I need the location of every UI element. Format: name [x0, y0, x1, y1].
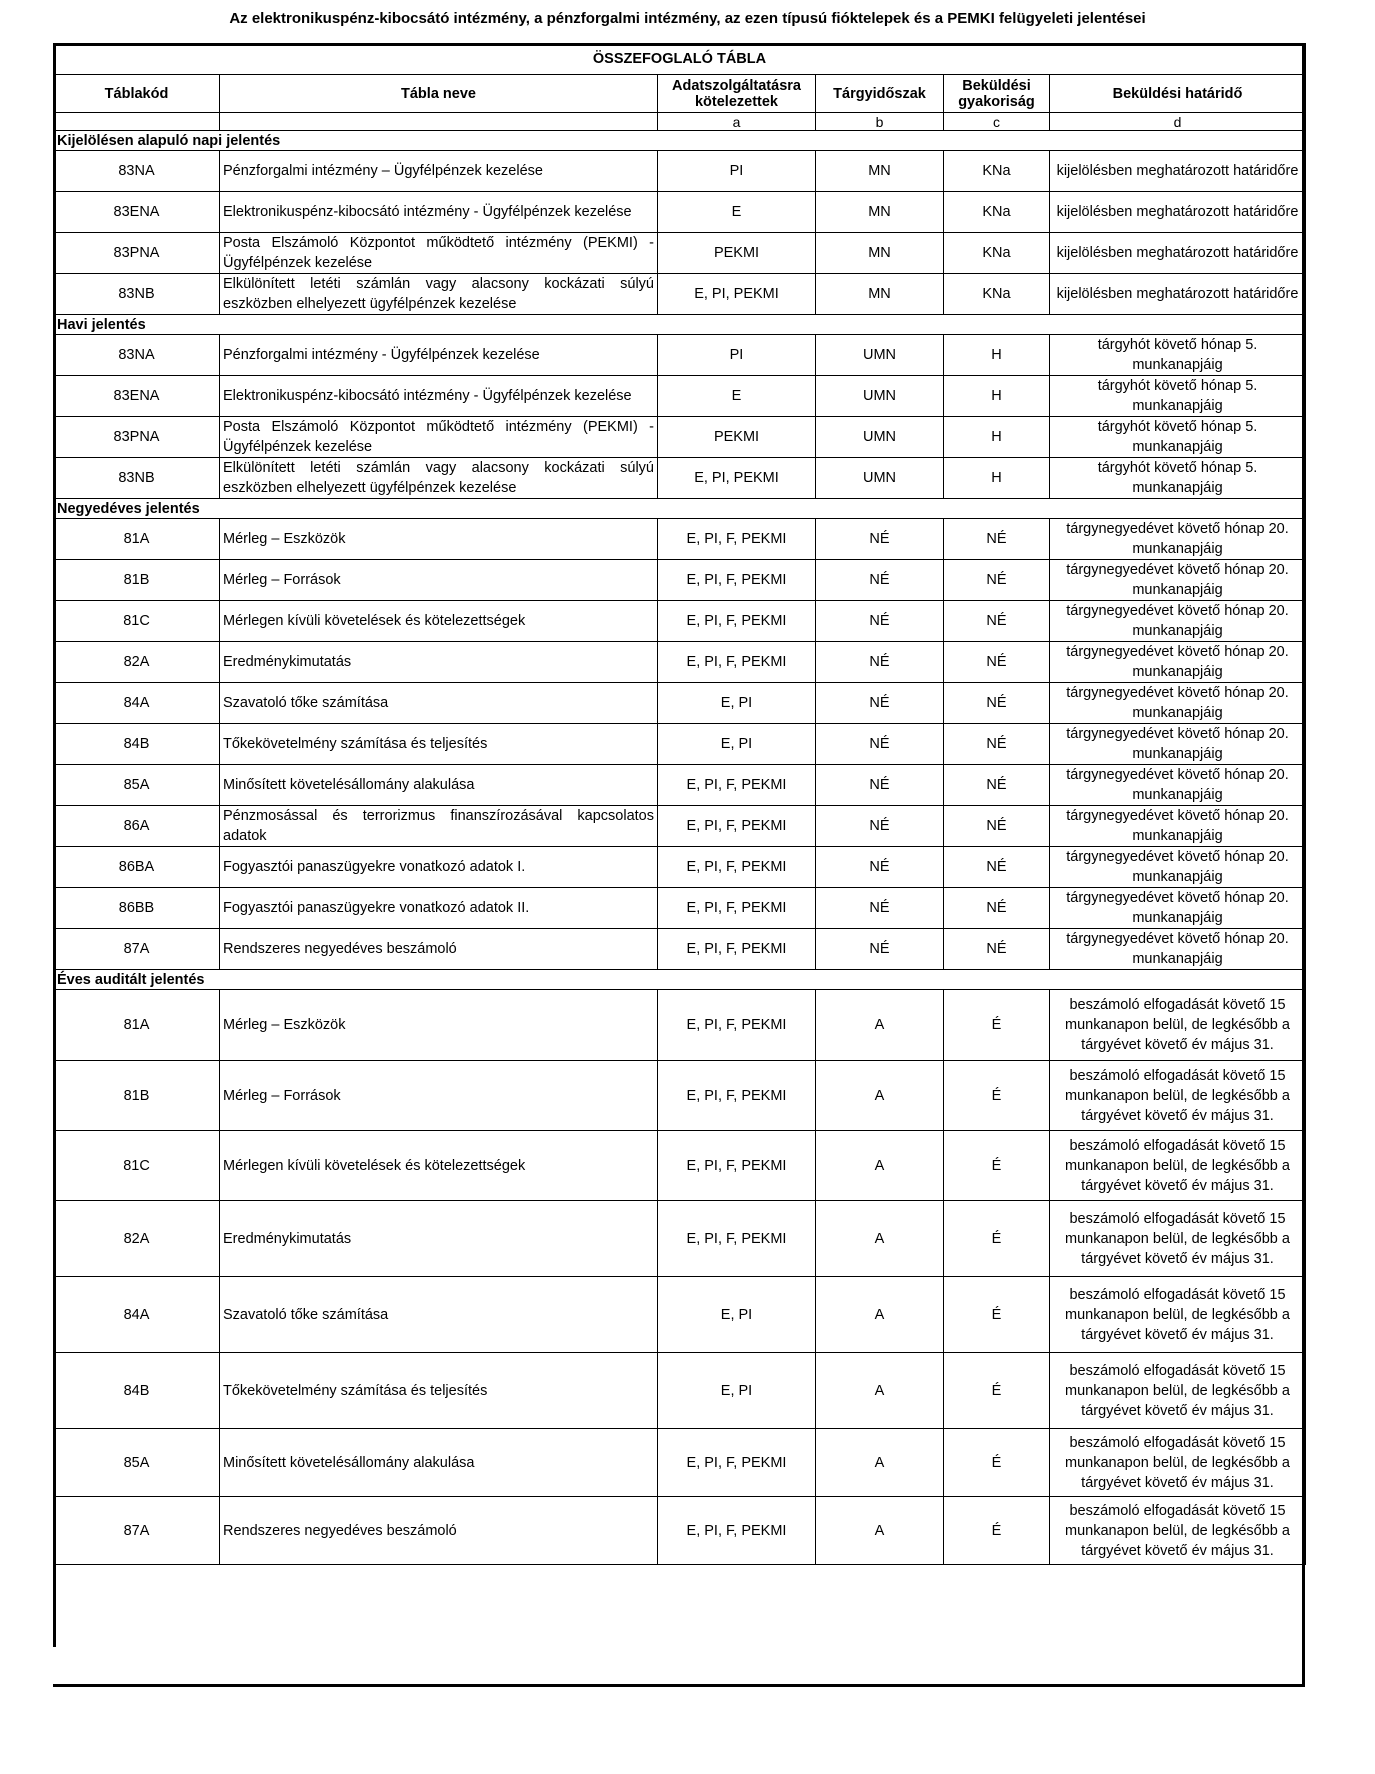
- cell-obligated: E, PI, F, PEKMI: [658, 990, 816, 1061]
- cell-obligated: PEKMI: [658, 233, 816, 274]
- cell-period: NÉ: [816, 642, 944, 683]
- section-title: Negyedéves jelentés: [54, 499, 1306, 519]
- cell-obligated: E, PI: [658, 724, 816, 765]
- cell-frequency: É: [944, 1353, 1050, 1429]
- cell-name: Tőkekövetelmény számítása és teljesítés: [220, 1353, 658, 1429]
- cell-frequency: É: [944, 1201, 1050, 1277]
- cell-period: NÉ: [816, 683, 944, 724]
- cell-deadline: tárgynegyedévet követő hónap 20. munkanapjáig: [1050, 806, 1306, 847]
- cell-obligated: E, PI, F, PEKMI: [658, 806, 816, 847]
- cell-period: NÉ: [816, 765, 944, 806]
- cell-obligated: E, PI, PEKMI: [658, 274, 816, 315]
- cell-obligated: E, PI, F, PEKMI: [658, 1497, 816, 1565]
- cell-period: NÉ: [816, 847, 944, 888]
- cell-code: 84A: [54, 683, 220, 724]
- cell-deadline: kijelölésben meghatározott határidőre: [1050, 233, 1306, 274]
- cell-deadline: beszámoló elfogadását követő 15 munkanapon belül, de legkésőbb a tárgyévet követő év május 31.: [1050, 1497, 1306, 1565]
- cell-code: 84B: [54, 1353, 220, 1429]
- cell-deadline: tárgynegyedévet követő hónap 20. munkanapjáig: [1050, 683, 1306, 724]
- cell-frequency: NÉ: [944, 847, 1050, 888]
- cell-deadline: tárgyhót követő hónap 5. munkanapjáig: [1050, 417, 1306, 458]
- cell-code: 81A: [54, 519, 220, 560]
- cell-frequency: É: [944, 1429, 1050, 1497]
- cell-obligated: E, PI, PEKMI: [658, 458, 816, 499]
- header-deadline: Beküldési határidő: [1050, 75, 1306, 113]
- cell-deadline: beszámoló elfogadását követő 15 munkanapon belül, de legkésőbb a tárgyévet követő év május 31.: [1050, 1353, 1306, 1429]
- cell-deadline: tárgynegyedévet követő hónap 20. munkanapjáig: [1050, 847, 1306, 888]
- header-letter-c: c: [944, 113, 1050, 131]
- cell-obligated: E, PI, F, PEKMI: [658, 519, 816, 560]
- cell-frequency: NÉ: [944, 806, 1050, 847]
- header-letter-a: a: [658, 113, 816, 131]
- cell-name: Szavatoló tőke számítása: [220, 1277, 658, 1353]
- cell-period: A: [816, 1497, 944, 1565]
- cell-obligated: PI: [658, 151, 816, 192]
- cell-period: NÉ: [816, 888, 944, 929]
- cell-deadline: tárgynegyedévet követő hónap 20. munkanapjáig: [1050, 519, 1306, 560]
- cell-period: MN: [816, 192, 944, 233]
- cell-code: 81B: [54, 560, 220, 601]
- cell-frequency: NÉ: [944, 724, 1050, 765]
- cell-frequency: É: [944, 1277, 1050, 1353]
- cell-period: A: [816, 1353, 944, 1429]
- bottom-rule: [53, 1684, 1305, 1687]
- table-title: ÖSSZEFOGLALÓ TÁBLA: [54, 44, 1306, 75]
- cell-name: Fogyasztói panaszügyekre vonatkozó adatok II.: [220, 888, 658, 929]
- cell-code: 83NA: [54, 151, 220, 192]
- cell-obligated: E, PI: [658, 683, 816, 724]
- cell-frequency: H: [944, 417, 1050, 458]
- cell-name: Rendszeres negyedéves beszámoló: [220, 1497, 658, 1565]
- cell-period: NÉ: [816, 929, 944, 970]
- cell-frequency: NÉ: [944, 888, 1050, 929]
- cell-name: Minősített követelésállomány alakulása: [220, 1429, 658, 1497]
- cell-obligated: E: [658, 192, 816, 233]
- cell-code: 81B: [54, 1061, 220, 1131]
- cell-deadline: tárgynegyedévet követő hónap 20. munkanapjáig: [1050, 765, 1306, 806]
- cell-name: Tőkekövetelmény számítása és teljesítés: [220, 724, 658, 765]
- cell-frequency: H: [944, 335, 1050, 376]
- cell-code: 87A: [54, 929, 220, 970]
- cell-name: Elkülönített letéti számlán vagy alacsony kockázati súlyú eszközben elhelyezett ügyfélpénzek kezelése: [220, 458, 658, 499]
- section-title: Éves auditált jelentés: [54, 970, 1306, 990]
- cell-name: Pénzforgalmi intézmény - Ügyfélpénzek kezelése: [220, 335, 658, 376]
- cell-period: A: [816, 1429, 944, 1497]
- section-title: Havi jelentés: [54, 315, 1306, 335]
- cell-obligated: E, PI: [658, 1277, 816, 1353]
- cell-code: 86A: [54, 806, 220, 847]
- cell-name: Pénzmosással és terrorizmus finanszírozásával kapcsolatos adatok: [220, 806, 658, 847]
- cell-period: UMN: [816, 417, 944, 458]
- cell-frequency: H: [944, 458, 1050, 499]
- cell-deadline: tárgynegyedévet követő hónap 20. munkanapjáig: [1050, 929, 1306, 970]
- cell-name: Eredménykimutatás: [220, 642, 658, 683]
- cell-code: 81C: [54, 1131, 220, 1201]
- cell-frequency: H: [944, 376, 1050, 417]
- cell-period: MN: [816, 151, 944, 192]
- cell-code: 86BA: [54, 847, 220, 888]
- cell-obligated: E, PI, F, PEKMI: [658, 1131, 816, 1201]
- cell-name: Szavatoló tőke számítása: [220, 683, 658, 724]
- cell-period: NÉ: [816, 519, 944, 560]
- cell-period: NÉ: [816, 724, 944, 765]
- cell-deadline: beszámoló elfogadását követő 15 munkanapon belül, de legkésőbb a tárgyévet követő év május 31.: [1050, 1429, 1306, 1497]
- cell-period: MN: [816, 233, 944, 274]
- cell-period: NÉ: [816, 560, 944, 601]
- cell-deadline: beszámoló elfogadását követő 15 munkanapon belül, de legkésőbb a tárgyévet követő év május 31.: [1050, 990, 1306, 1061]
- cell-period: UMN: [816, 335, 944, 376]
- cell-frequency: É: [944, 1131, 1050, 1201]
- cell-name: Pénzforgalmi intézmény – Ügyfélpénzek kezelése: [220, 151, 658, 192]
- cell-deadline: tárgynegyedévet követő hónap 20. munkanapjáig: [1050, 642, 1306, 683]
- cell-deadline: tárgyhót követő hónap 5. munkanapjáig: [1050, 335, 1306, 376]
- bottom-rule-right: [1302, 1647, 1305, 1687]
- cell-code: 83NB: [54, 458, 220, 499]
- cell-obligated: E, PI, F, PEKMI: [658, 1201, 816, 1277]
- header-name: Tábla neve: [220, 75, 658, 113]
- cell-frequency: KNa: [944, 233, 1050, 274]
- cell-period: A: [816, 1201, 944, 1277]
- cell-code: 84B: [54, 724, 220, 765]
- cell-code: 82A: [54, 642, 220, 683]
- cell-name: Mérleg – Eszközök: [220, 519, 658, 560]
- section-title: Kijelölésen alapuló napi jelentés: [54, 131, 1306, 151]
- cell-obligated: E, PI: [658, 1353, 816, 1429]
- cell-frequency: KNa: [944, 192, 1050, 233]
- cell-frequency: NÉ: [944, 519, 1050, 560]
- header-letter-d: d: [1050, 113, 1306, 131]
- cell-deadline: tárgyhót követő hónap 5. munkanapjáig: [1050, 458, 1306, 499]
- cell-frequency: NÉ: [944, 560, 1050, 601]
- cell-code: 87A: [54, 1497, 220, 1565]
- cell-name: Fogyasztói panaszügyekre vonatkozó adatok I.: [220, 847, 658, 888]
- cell-code: 83ENA: [54, 376, 220, 417]
- cell-deadline: kijelölésben meghatározott határidőre: [1050, 151, 1306, 192]
- cell-obligated: PI: [658, 335, 816, 376]
- cell-obligated: E, PI, F, PEKMI: [658, 642, 816, 683]
- cell-obligated: E, PI, F, PEKMI: [658, 929, 816, 970]
- cell-obligated: E, PI, F, PEKMI: [658, 765, 816, 806]
- cell-frequency: NÉ: [944, 601, 1050, 642]
- cell-deadline: tárgynegyedévet követő hónap 20. munkanapjáig: [1050, 888, 1306, 929]
- cell-name: Rendszeres negyedéves beszámoló: [220, 929, 658, 970]
- cell-obligated: PEKMI: [658, 417, 816, 458]
- cell-name: Posta Elszámoló Központot működtető intézmény (PEKMI) - Ügyfélpénzek kezelése: [220, 233, 658, 274]
- cell-obligated: E: [658, 376, 816, 417]
- cell-period: A: [816, 1061, 944, 1131]
- cell-frequency: KNa: [944, 274, 1050, 315]
- cell-period: UMN: [816, 376, 944, 417]
- cell-name: Elektronikuspénz-kibocsátó intézmény - Ügyfélpénzek kezelése: [220, 376, 658, 417]
- cell-name: Mérleg – Források: [220, 1061, 658, 1131]
- cell-name: Mérlegen kívüli követelések és kötelezettségek: [220, 601, 658, 642]
- cell-code: 83ENA: [54, 192, 220, 233]
- cell-code: 83PNA: [54, 233, 220, 274]
- table-frame: [53, 43, 1305, 1647]
- cell-deadline: beszámoló elfogadását követő 15 munkanapon belül, de legkésőbb a tárgyévet követő év május 31.: [1050, 1277, 1306, 1353]
- cell-code: 83NB: [54, 274, 220, 315]
- cell-deadline: tárgynegyedévet követő hónap 20. munkanapjáig: [1050, 724, 1306, 765]
- cell-period: A: [816, 990, 944, 1061]
- cell-name: Elkülönített letéti számlán vagy alacsony kockázati súlyú eszközben elhelyezett ügyfélpénzek kezelése: [220, 274, 658, 315]
- cell-period: MN: [816, 274, 944, 315]
- cell-obligated: E, PI, F, PEKMI: [658, 847, 816, 888]
- cell-code: 81A: [54, 990, 220, 1061]
- cell-code: 82A: [54, 1201, 220, 1277]
- cell-period: A: [816, 1131, 944, 1201]
- cell-code: 83PNA: [54, 417, 220, 458]
- cell-deadline: tárgynegyedévet követő hónap 20. munkanapjáig: [1050, 560, 1306, 601]
- cell-code: 86BB: [54, 888, 220, 929]
- cell-frequency: NÉ: [944, 683, 1050, 724]
- cell-obligated: E, PI, F, PEKMI: [658, 1061, 816, 1131]
- cell-code: 81C: [54, 601, 220, 642]
- cell-frequency: NÉ: [944, 642, 1050, 683]
- cell-name: Eredménykimutatás: [220, 1201, 658, 1277]
- cell-code: 84A: [54, 1277, 220, 1353]
- cell-deadline: kijelölésben meghatározott határidőre: [1050, 274, 1306, 315]
- cell-code: 85A: [54, 1429, 220, 1497]
- cell-deadline: tárgynegyedévet követő hónap 20. munkanapjáig: [1050, 601, 1306, 642]
- cell-name: Mérleg – Eszközök: [220, 990, 658, 1061]
- cell-deadline: beszámoló elfogadását követő 15 munkanapon belül, de legkésőbb a tárgyévet követő év május 31.: [1050, 1131, 1306, 1201]
- page-title: Az elektronikuspénz-kibocsátó intézmény, a pénzforgalmi intézmény, az ezen típusú fióktelepek és a PEMKI felügyeleti jelentései: [229, 10, 1146, 27]
- cell-obligated: E, PI, F, PEKMI: [658, 1429, 816, 1497]
- header-frequency: Beküldési gyakoriság: [944, 75, 1050, 113]
- cell-name: Minősített követelésállomány alakulása: [220, 765, 658, 806]
- cell-period: NÉ: [816, 601, 944, 642]
- cell-code: 83NA: [54, 335, 220, 376]
- cell-obligated: E, PI, F, PEKMI: [658, 601, 816, 642]
- header-period: Tárgyidőszak: [816, 75, 944, 113]
- cell-deadline: kijelölésben meghatározott határidőre: [1050, 192, 1306, 233]
- cell-frequency: É: [944, 1061, 1050, 1131]
- cell-obligated: E, PI, F, PEKMI: [658, 888, 816, 929]
- cell-period: NÉ: [816, 806, 944, 847]
- cell-code: 85A: [54, 765, 220, 806]
- cell-frequency: KNa: [944, 151, 1050, 192]
- cell-deadline: beszámoló elfogadását követő 15 munkanapon belül, de legkésőbb a tárgyévet követő év május 31.: [1050, 1061, 1306, 1131]
- cell-deadline: beszámoló elfogadását követő 15 munkanapon belül, de legkésőbb a tárgyévet követő év május 31.: [1050, 1201, 1306, 1277]
- cell-frequency: NÉ: [944, 929, 1050, 970]
- cell-name: Mérlegen kívüli követelések és kötelezettségek: [220, 1131, 658, 1201]
- header-letter-b: b: [816, 113, 944, 131]
- header-code: Táblakód: [54, 75, 220, 113]
- cell-name: Mérleg – Források: [220, 560, 658, 601]
- header-obligated: Adatszolgáltatásra kötelezettek: [658, 75, 816, 113]
- cell-obligated: E, PI, F, PEKMI: [658, 560, 816, 601]
- cell-frequency: É: [944, 1497, 1050, 1565]
- cell-name: Posta Elszámoló Központot működtető intézmény (PEKMI) - Ügyfélpénzek kezelése: [220, 417, 658, 458]
- cell-period: A: [816, 1277, 944, 1353]
- cell-deadline: tárgyhót követő hónap 5. munkanapjáig: [1050, 376, 1306, 417]
- cell-frequency: NÉ: [944, 765, 1050, 806]
- cell-frequency: É: [944, 990, 1050, 1061]
- cell-period: UMN: [816, 458, 944, 499]
- cell-name: Elektronikuspénz-kibocsátó intézmény - Ügyfélpénzek kezelése: [220, 192, 658, 233]
